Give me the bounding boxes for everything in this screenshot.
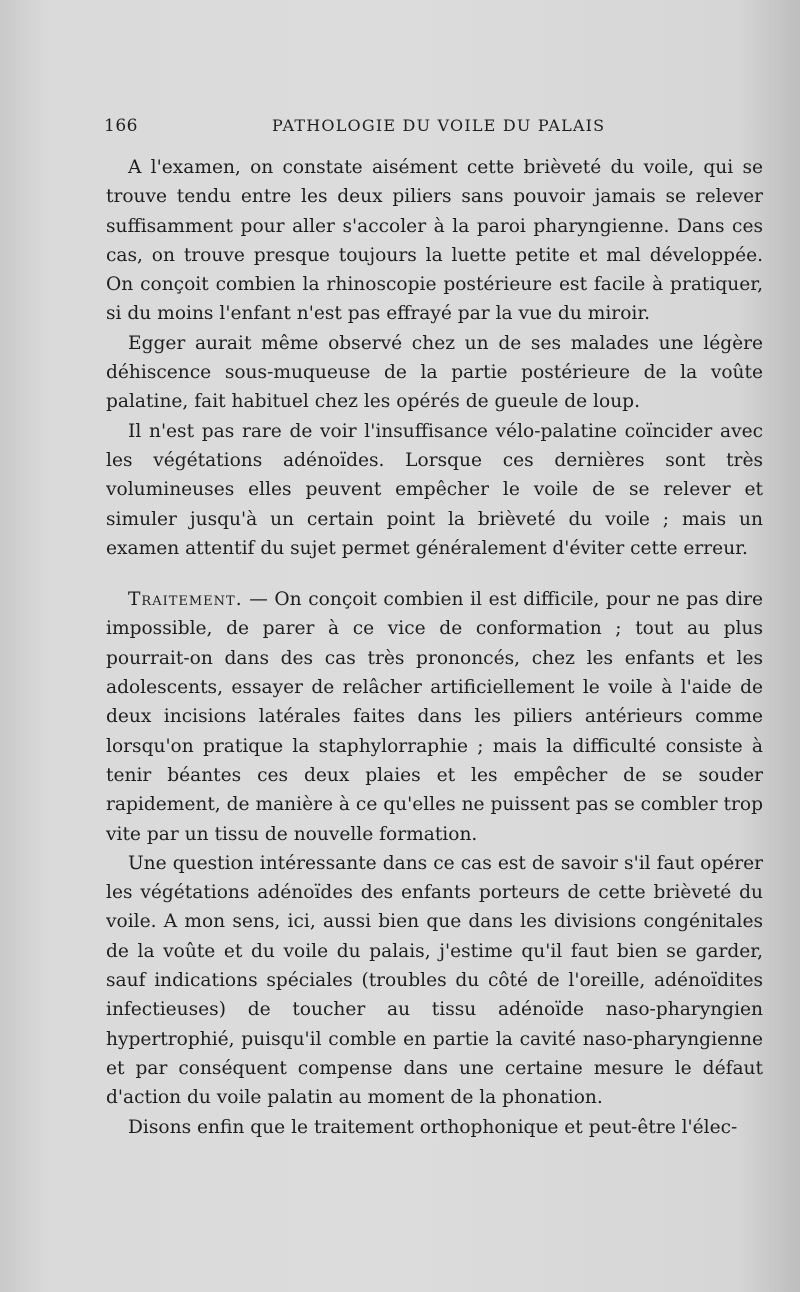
page-number: 166 [104,116,138,136]
paragraph-treatment [106,585,763,849]
treatment-text: — On conçoit combien il est difficile, pour ne pas dire impossible, de parer à ce vice de conformation ; tout au plus pourrait-on dans des cas très prononcés, chez les enfants et les adolescents, essayer de relâcher artificiellement le voile à l'aide de deux incisions latérales faites dans les piliers antérieurs comme lorsqu'on pratique la staphylorraphie ; mais la difficulté consiste à tenir béantes ces deux plaies et les empêcher de se souder rapidement, de manière à ce qu'elles ne puissent pas se combler trop vite par un tissu de nouvelle formation. [106,589,763,845]
paragraph-egger: Egger aurait même observé chez un de ses malades une légère déhiscence sous-muqueuse de la partie postérieure de la voûte palatine, fait habituel chez les opérés de gueule de loup. [106,332,763,413]
paragraph-question: Une question intéressante dans ce cas est de savoir s'il faut opérer les végétations adénoïdes des enfants porteurs de cette brièveté du voile. A mon sens, ici, aussi bien que dans les divisions congénitales de la voûte et du voile du palais, j'estime qu'il faut bien se garder, sauf indications spéciales (troubles du côté de l'oreille, adénoïdites infectieuses) de toucher au tissu adénoïde naso-pharyngien hypertrophié, puisqu'il comble en partie la cavité naso-pharyngienne et par conséquent compense dans une certaine mesure le défaut d'action du voile palatin au moment de la phonation. [106,852,763,1109]
paragraph-adenoid-vegetations: Il n'est pas rare de voir l'insuffisance vélo-palatine coïncider avec les végétations adénoïdes. Lorsque ces dernières sont très volumineuses elles peuvent empêcher le voile de se relever et simuler jusqu'à un certain point la brièveté du voile ; mais un examen attentif du sujet permet généralement d'éviter cette erreur. [106,420,763,559]
body-text [106,153,763,1142]
section-heading-traitement: Traitement. [128,589,243,611]
running-title: PATHOLOGIE DU VOILE DU PALAIS [272,116,606,135]
page-header [104,116,764,144]
paragraph-orthophonic: Disons enfin que le traitement orthophonique et peut-être l'élec- [128,1116,738,1138]
paragraph-examination: A l'examen, on constate aisément cette brièveté du voile, qui se trouve tendu entre les deux piliers sans pouvoir jamais se relever suffisamment pour aller s'accoler à la paroi pharyngienne. Dans ces cas, on trouve presque toujours la luette petite et mal développée. On conçoit combien la rhinoscopie postérieure est facile à pratiquer, si du moins l'enfant n'est pas effrayé par la vue du miroir. [106,157,763,325]
